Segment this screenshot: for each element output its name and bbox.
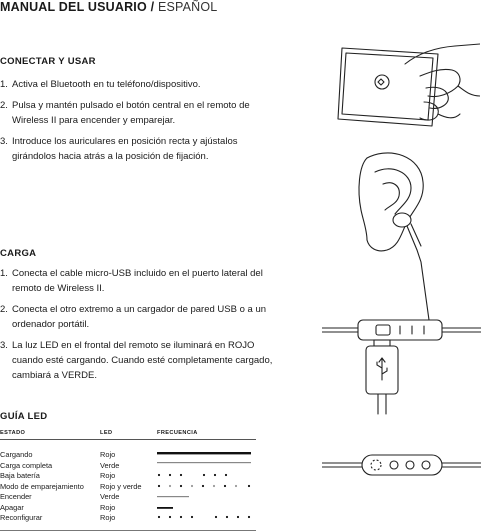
- table-row: [0, 513, 256, 524]
- ear-earbud-icon: [355, 150, 445, 325]
- charge-heading: CARGA: [0, 248, 37, 259]
- step-number: 1.: [0, 79, 8, 90]
- col-header-estado: ESTADO: [0, 430, 26, 436]
- col-header-frecuencia: FRECUENCIA: [157, 430, 198, 436]
- connect-steps: [0, 77, 282, 170]
- table-bottom-rule: [0, 530, 256, 531]
- frequency-dots-icon: [157, 513, 252, 524]
- connect-step: [0, 98, 282, 128]
- row-led: Rojo: [100, 450, 116, 459]
- remote-front-icon: [322, 452, 481, 487]
- row-estado: Apagar: [0, 502, 24, 512]
- row-led: Verde: [100, 460, 120, 470]
- row-led: Rojo: [100, 471, 116, 480]
- hand-phone-icon: [320, 36, 480, 136]
- row-estado: Carga completa: [0, 460, 53, 470]
- remote-usb-icon: [322, 318, 481, 428]
- charge-step: [0, 266, 282, 296]
- charge-step: [0, 338, 282, 383]
- row-estado: Encender: [0, 492, 32, 501]
- page-title: [0, 0, 217, 14]
- table-row: [0, 482, 256, 493]
- row-led: Verde: [100, 492, 120, 501]
- connect-step: [0, 77, 282, 92]
- step-number: 1.: [0, 268, 8, 279]
- col-header-led: LED: [100, 430, 113, 436]
- row-estado: Modo de emparejamiento: [0, 481, 84, 491]
- row-estado: Reconfigurar: [0, 513, 43, 522]
- table-row: [0, 450, 256, 461]
- title-main: MANUAL DEL USUARIO /: [0, 0, 155, 14]
- table-row: [0, 503, 256, 514]
- frequency-short-bar-gray-icon: [157, 492, 252, 503]
- table-row: [0, 492, 256, 503]
- table-row: [0, 461, 256, 472]
- table-row: [0, 471, 256, 482]
- frequency-solid-thick-icon: [157, 450, 252, 461]
- title-language: ESPAÑOL: [157, 0, 218, 14]
- step-text: Introduce los auriculares en posición recta y ajústalos girándolos hacia atrás a la posición de fijación.: [12, 136, 238, 162]
- step-text: Pulsa y mantén pulsado el botón central en el remoto de Wireless II para encender y emparejar.: [12, 100, 250, 126]
- step-number: 2.: [0, 100, 8, 111]
- frequency-solid-thin-icon: [157, 461, 252, 472]
- row-estado: Baja batería: [0, 471, 40, 480]
- led-guide-heading: GUÍA LED: [0, 411, 48, 422]
- frequency-alternating-dots-icon: [157, 482, 252, 493]
- step-number: 3.: [0, 136, 8, 147]
- table-header-rule: [0, 439, 256, 440]
- step-number: 2.: [0, 304, 8, 315]
- connect-heading: CONECTAR Y USAR: [0, 56, 96, 67]
- connect-step: [0, 134, 282, 164]
- row-led: Rojo y verde: [100, 481, 142, 491]
- frequency-dots-icon: [157, 471, 252, 482]
- step-number: 3.: [0, 340, 8, 351]
- step-text: Activa el Bluetooth en tu teléfono/dispositivo.: [12, 79, 201, 90]
- step-text: La luz LED en el frontal del remoto se iluminará en ROJO cuando esté cargando. Cuando esté completamente cargado, cambiará a VERDE.: [12, 340, 273, 381]
- row-estado: Cargando: [0, 450, 33, 459]
- step-text: Conecta el otro extremo a un cargador de pared USB o a un ordenador portátil.: [12, 304, 267, 330]
- charge-steps: [0, 266, 282, 389]
- step-text: Conecta el cable micro-USB incluido en el puerto lateral del remoto de Wireless II.: [12, 268, 263, 294]
- row-led: Rojo: [100, 502, 116, 512]
- row-led: Rojo: [100, 513, 116, 522]
- frequency-short-bar-black-icon: [157, 503, 252, 514]
- charge-step: [0, 302, 282, 332]
